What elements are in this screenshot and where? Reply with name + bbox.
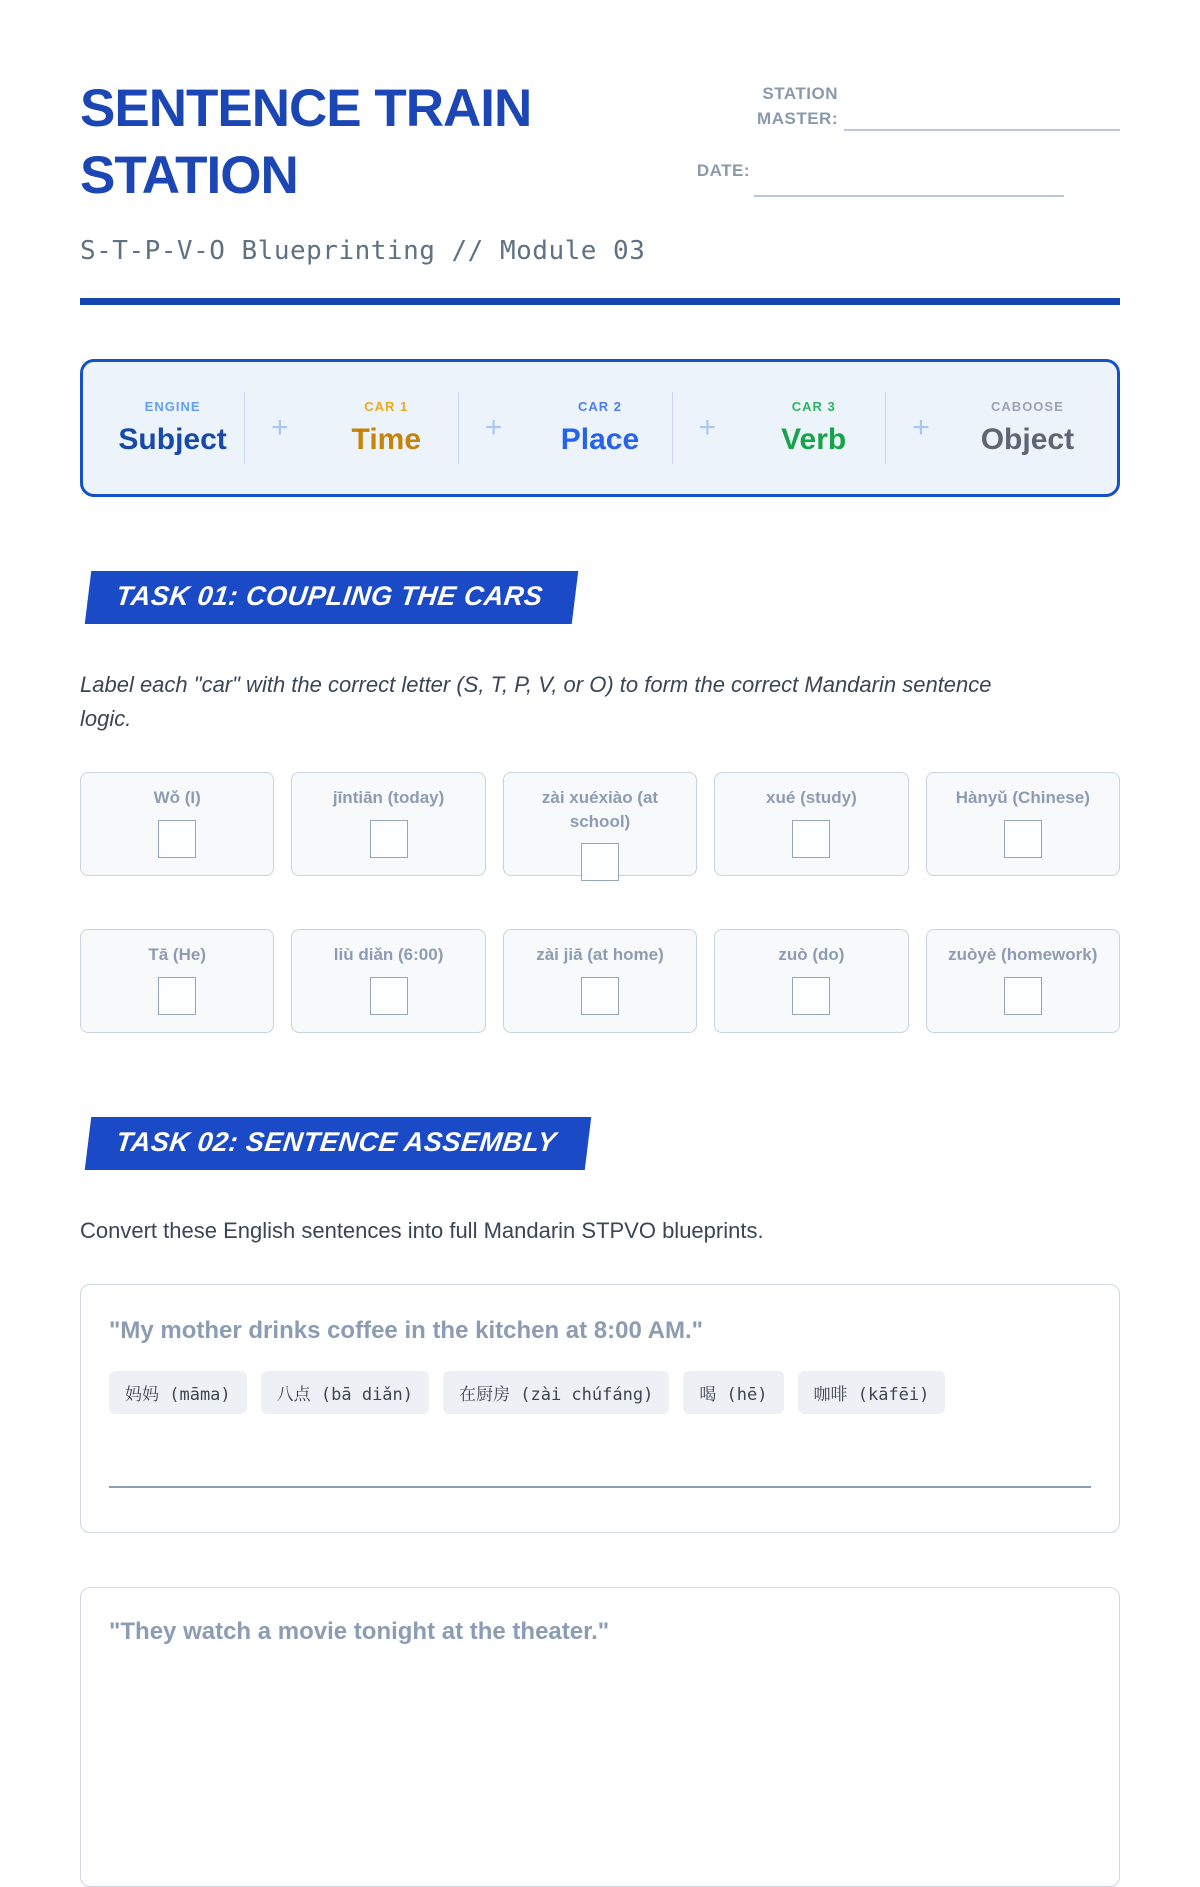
- answer-checkbox[interactable]: [581, 843, 619, 881]
- task2-banner-text: TASK 02: SENTENCE ASSEMBLY: [114, 1126, 559, 1157]
- segment-separator: [458, 392, 529, 464]
- station-master-label: STATION MASTER:: [757, 84, 838, 128]
- station-master-line[interactable]: [844, 129, 1120, 131]
- train-segment-time: [315, 399, 458, 457]
- word-chip[interactable]: 八点 (bā diǎn): [261, 1371, 429, 1414]
- train-segment-object: [956, 399, 1099, 457]
- word-box: [291, 772, 485, 876]
- page-title: [80, 76, 680, 210]
- train-segment-word: Place: [560, 422, 640, 456]
- task1-instructions: Label each "car" with the correct letter (S, T, P, V, or O) to form the correct Mandarin sentence logic.: [80, 671, 992, 731]
- train-segment-verb: [742, 399, 885, 457]
- task1-banner: [85, 571, 578, 624]
- segment-divider: [244, 392, 245, 464]
- task1-word-grid: [80, 772, 1120, 1033]
- word-box-label: liù diǎn (6:00): [333, 944, 444, 964]
- segment-separator: [244, 392, 315, 464]
- word-box: [926, 772, 1120, 876]
- word-box: [926, 929, 1120, 1033]
- chip-row: [109, 1371, 1091, 1414]
- sentence-text: "They watch a movie tonight at the theater.": [109, 1617, 610, 1645]
- task1-banner-text: TASK 01: COUPLING THE CARS: [114, 580, 545, 611]
- answer-checkbox[interactable]: [158, 977, 196, 1015]
- answer-checkbox[interactable]: [158, 820, 196, 858]
- date-row: [680, 159, 1120, 184]
- sentence-text: "My mother drinks coffee in the kitchen at 8:00 AM.": [109, 1316, 703, 1344]
- answer-checkbox[interactable]: [1004, 820, 1042, 858]
- word-box-label: zài jiā (at home): [536, 944, 664, 964]
- answer-line[interactable]: [109, 1486, 1091, 1488]
- train-segment-label: CAR 2: [577, 398, 622, 414]
- train-segment-word: Object: [980, 422, 1075, 456]
- station-master-row: [680, 82, 1120, 131]
- train-segment-subject: [101, 399, 244, 457]
- answer-checkbox[interactable]: [370, 977, 408, 1015]
- word-box-label: zuò (do): [778, 944, 845, 964]
- word-box-label: jīntiān (today): [332, 787, 445, 807]
- task2-instructions: Convert these English sentences into full Mandarin STPVO blueprints.: [80, 1217, 764, 1243]
- answer-checkbox[interactable]: [792, 820, 830, 858]
- word-box: [80, 772, 274, 876]
- header: [80, 0, 1120, 210]
- plus-icon: +: [484, 410, 503, 444]
- word-chip[interactable]: 在厨房 (zài chúfáng): [443, 1371, 669, 1414]
- train-segment-label: CAR 1: [364, 398, 409, 414]
- header-fields: [680, 76, 1120, 210]
- segment-separator: [885, 392, 956, 464]
- segment-separator: [672, 392, 743, 464]
- answer-checkbox[interactable]: [1004, 977, 1042, 1015]
- train-diagram: [80, 359, 1120, 497]
- word-chip[interactable]: 妈妈 (māma): [109, 1371, 247, 1414]
- train-segment-word: Time: [351, 422, 422, 456]
- word-box: [503, 929, 697, 1033]
- word-box: [503, 772, 697, 876]
- word-box-label: xué (study): [766, 787, 857, 807]
- train-segment-word: Subject: [118, 422, 227, 456]
- page-title-line: SENTENCE TRAIN: [80, 79, 532, 138]
- word-box-label: Tā (He): [148, 944, 206, 964]
- answer-checkbox[interactable]: [792, 977, 830, 1015]
- answer-checkbox[interactable]: [581, 977, 619, 1015]
- word-box: [80, 929, 274, 1033]
- page-title-line: STATION: [80, 145, 298, 205]
- plus-icon: +: [698, 410, 717, 444]
- train-segment-label: CABOOSE: [991, 398, 1064, 414]
- word-box: [291, 929, 485, 1033]
- word-box-label: zài xuéxiào (at school): [541, 787, 659, 831]
- segment-divider: [458, 392, 459, 464]
- train-segment-label: ENGINE: [144, 398, 201, 414]
- date-line[interactable]: [754, 195, 1064, 197]
- word-chip[interactable]: 喝 (hē): [683, 1371, 783, 1414]
- train-segment-place: [528, 399, 671, 457]
- subtitle: S-T-P-V-O Blueprinting // Module 03: [80, 235, 646, 266]
- word-box-label: Wǒ (I): [153, 787, 201, 807]
- word-box-label: Hànyǔ (Chinese): [955, 787, 1090, 807]
- segment-divider: [885, 392, 886, 464]
- answer-checkbox[interactable]: [370, 820, 408, 858]
- header-divider: [80, 298, 1120, 305]
- sentence-card: [80, 1284, 1120, 1533]
- train-segment-word: Verb: [781, 422, 847, 456]
- word-box: [714, 929, 908, 1033]
- date-label: DATE:: [696, 161, 750, 181]
- sentence-card: [80, 1587, 1120, 1887]
- plus-icon: +: [271, 410, 289, 444]
- word-chip[interactable]: 咖啡 (kāfēi): [798, 1371, 946, 1414]
- word-box: [714, 772, 908, 876]
- segment-divider: [672, 392, 673, 464]
- word-box-label: zuòyè (homework): [948, 944, 1098, 964]
- train-segment-label: CAR 3: [791, 398, 836, 414]
- plus-icon: +: [912, 410, 930, 444]
- task2-banner: [85, 1117, 592, 1170]
